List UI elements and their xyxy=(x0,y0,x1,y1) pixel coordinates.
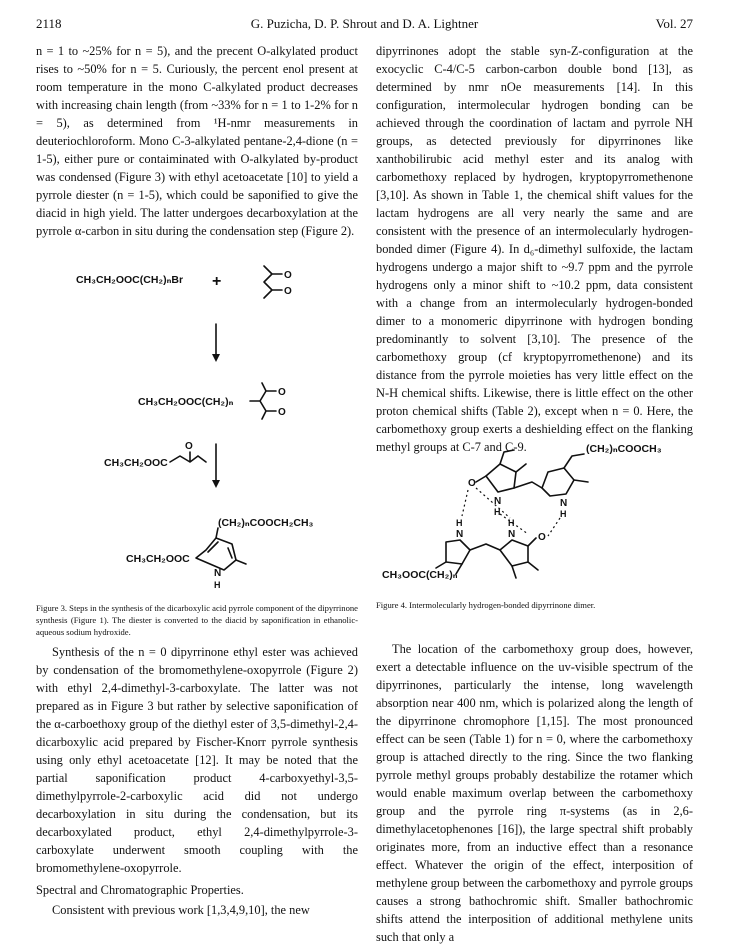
product-ester-group: CH₃CH₂OOC xyxy=(126,553,190,565)
svg-text:H: H xyxy=(214,580,221,588)
figure-3-scheme xyxy=(40,258,360,588)
plus-sign: + xyxy=(212,273,222,290)
pentanedione-structure xyxy=(264,266,292,298)
reagent-ethyl-acetoacetate: CH₃CH₂OOC xyxy=(104,457,168,469)
svg-text:O: O xyxy=(278,407,286,418)
volume-label: Vol. 27 xyxy=(655,16,693,31)
svg-text:H: H xyxy=(508,518,515,528)
svg-text:O: O xyxy=(278,387,286,398)
svg-text:N: N xyxy=(456,529,464,540)
right-column-top-text xyxy=(376,42,693,456)
paragraph: dipyrrinones adopt the stable syn-Z-configuration at the exocyclic C-4/C-5 carbon-carbon double bond [13], as determined by nmr nOe measurements [14]. In this configuration, intermolecular hydrogen bonding can be achieved through the coordination of lactam and pyrrole NH groups, as detected previously for dipyrrinones like xanthobilirubic acid methyl ester and its analog with carbomethoxy replaced by hydrogen, kryptopyrromethenone [3,10]. As shown in Table 1, the chemical shift values for the lactam hydrogens are all very nearly the same and are consistent with the presence of an intermolecularly hydrogen-bonded dimer (Figure 4). In d₆-dimethyl sulfoxide, the lactam hydrogens undergo a major shift to ~9.7 ppm and the pyrrole hydrogens only a minor shift to ~10.2 ppm, data consistent with a change from an intermolecularly hydrogen-bonded dimer to a monomeric dipyrrinone with hydrogen bonding predominantly to solvent [3,10]. The presence of the carbomethoxy group (cf kryptopyrromethenone) and its distance from the pyrrole moieties has very little effect on the N-H chemical shifts. Likewise, there is little effect on the other proton chemical shifts (Table 2), except when n = 0. Here, the carbomethoxy group exerts a deshielding effect on the flanking methyl groups at C-7 and C-9. xyxy=(376,44,693,454)
paragraph: Synthesis of the n = 0 dipyrrinone ethyl ester was achieved by condensation of the bromomethylene-oxopyrrole (Figure 2) with ethyl 2,4-dimethyl-3-carboxylate. The latter was not prepared as in Figure 3 but rather by selective saponification of the α-carboethoxy group of the diethyl ester of 3,5-dimethyl-2,4-dicarboxylic acid prepared by Fischer-Knorr pyrrole synthesis using only ethyl acetoacetate [12]. It may be noted that the partial saponification product 4-carboxyethyl-3,5-dimethylpyrrole-2-carboxylic acid did not undergo decarboxylation in situ during the condensation, but its decarboxylated product, ethyl 2,4-dimethylpyrrole-3-carboxylate underwent smooth coupling with the bromomethylene-oxopyrrole. xyxy=(36,645,358,875)
svg-text:O: O xyxy=(284,270,292,281)
svg-text:H: H xyxy=(560,509,567,519)
figure-4-caption: Figure 4. Intermolecularly hydrogen-bonded dipyrrinone dimer. xyxy=(376,600,596,610)
svg-text:N: N xyxy=(214,568,222,579)
figure-3-caption: Figure 3. Steps in the synthesis of the dicarboxylic acid pyrrole component of the dipyrrinone synthesis (Figure 1). The diester is converted to the diacid by saponification in ethanolic-aqueous sodium hydroxide. xyxy=(36,603,358,637)
svg-text:N: N xyxy=(508,529,516,540)
svg-text:O: O xyxy=(538,532,546,543)
page-number: 2118 xyxy=(36,16,62,31)
product-side-chain: (CH₂)ₙCOOCH₂CH₃ xyxy=(218,517,314,529)
alkylated-dione-structure xyxy=(250,383,286,419)
dimer-top-side-chain: (CH₂)ₙCOOCH₃ xyxy=(586,443,662,455)
figure-4-dimer xyxy=(376,438,693,588)
left-column-bottom-text xyxy=(36,643,358,919)
section-heading: Spectral and Chromatographic Properties. xyxy=(36,883,244,897)
acetoacetate-structure xyxy=(170,441,206,462)
reaction-arrow xyxy=(212,444,220,488)
dimer-bottom-side-chain: CH₃OOC(CH₂)ₙ xyxy=(382,569,458,581)
paragraph: The location of the carbomethoxy group does, however, exert a detectable influence on the uv-visible spectrum of the dipyrrinones, particularly the intense, long wavelength absorption near 400 nm, which is polarized along the length of the dipyrrinone chromophore [1,15]. The most pronounced effect can be seen (Table 1) for n = 0, where the carbomethoxy group is attached directly to the ring. Since the two flanking pyrrole methyl groups probably destabilize the rotamer which would enable maximum overlap between the carbomethoxy group and the pyrrole ring π-systems (as in 2,6-dimethylacetophenones [16]), the large spectral shift probably originates more, from an inductive effect than a resonance effect. Whatever the origin of the effect, interposition of methylene group between the carbomethoxy and pyrrole groups causes a strong bathochromic shift. Smaller bathochromic shifts attend the interposition of additional methylene units such that only a xyxy=(376,642,693,944)
svg-text:O: O xyxy=(468,478,476,489)
reaction-arrow xyxy=(212,324,220,362)
running-header xyxy=(36,16,693,34)
running-authors: G. Puzicha, D. P. Shrout and D. A. Lightner xyxy=(250,16,479,31)
paragraph: n = 1 to ~25% for n = 5), and the precent O-alkylated product rises to ~50% for n = 5. Curiously, the percent enol present at room temperature in the mono C-alkylated product decreases with increasing chain length (from ~33% for n = 1 to 1-2% for n = 5), as determined from ¹H-nmr measurements in deuteriochloroform. Mono C-3-alkylated pentane-2,4-dione (n = 1-5), either pure or contaiminated with O-alkylated by-product was condensed (Figure 3) with ethyl acetoacetate [10] to yield a pyrrole diester (n = 1-5), which could be saponified to give the diacid in high yield. The latter undergoes decarboxylation at the pyrrole α-carbon in situ during the condensation step (Figure 2). xyxy=(36,44,358,238)
upper-dipyrrinone xyxy=(468,450,588,519)
svg-text:N: N xyxy=(560,498,568,509)
svg-text:N: N xyxy=(494,496,502,507)
alkylated-dione-chain: CH₃CH₂OOC(CH₂)ₙ xyxy=(138,396,234,408)
svg-text:O: O xyxy=(284,286,292,297)
pyrrole-ring-structure xyxy=(196,528,246,588)
reagent-alkyl-bromide: CH₃CH₂OOC(CH₂)ₙBr xyxy=(76,274,184,286)
svg-text:H: H xyxy=(456,518,463,528)
svg-text:O: O xyxy=(185,441,193,452)
svg-text:H: H xyxy=(494,507,501,517)
left-column-top-text xyxy=(36,42,358,240)
paragraph: Consistent with previous work [1,3,4,9,10], the new xyxy=(52,903,310,917)
right-column-bottom-text xyxy=(376,640,693,946)
